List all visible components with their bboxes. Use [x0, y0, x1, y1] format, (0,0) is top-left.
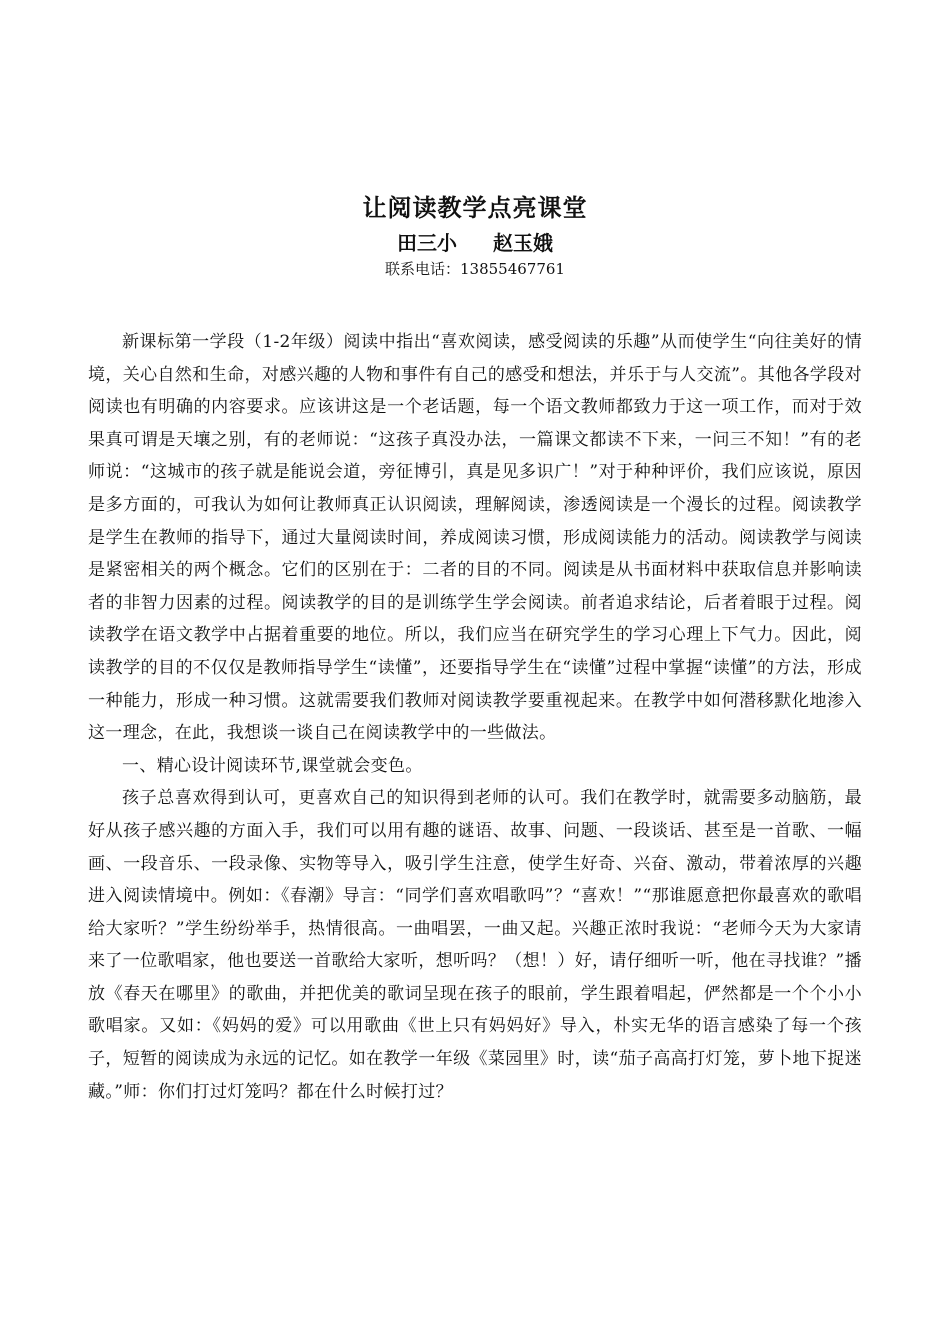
section-heading: 一、精心设计阅读环节,课堂就会变色。 — [122, 755, 423, 776]
author-line — [0, 228, 950, 258]
paragraph-section-one: 孩子总喜欢得到认可，更喜欢自己的知识得到老师的认可。我们在教学时，就需要多动脑筋，最好从孩子感兴趣的方面入手，我们可以用有趣的谜语、故事、问题、一段谈话、甚至是一首歌、一幅画、一段音乐、一段录像、实物等导入，吸引学生注意，使学生好奇、兴奋、激动，带着浓厚的兴趣进入阅读情境中。例如：《春潮》导言：“同学们喜欢唱歌吗”？“喜欢！”“那谁愿意把你最喜欢的歌唱给大家听？”学生纷纷举手，热情很高。一曲唱罢，一曲又起。兴趣正浓时我说：“老师今天为大家请来了一位歌唱家，他也要送一首歌给大家听，想听吗？（想！）好，请仔细听一听，他在寻找谁？”播放《春天在哪里》的歌曲，并把优美的歌词呈现在孩子的眼前，学生跟着唱起，俨然都是一个个小小歌唱家。又如：《妈妈的爱》可以用歌曲《世上只有妈妈好》导入，朴实无华的语言感染了每一个孩子，短暂的阅读成为永远的记忆。如在教学一年级《菜园里》时，读“茄子高高打灯笼，萝卜地下捉迷藏。”师：你们打过灯笼吗？都在什么时候打过？ — [88, 788, 862, 1102]
paragraph-intro: 新课标第一学段（1-2年级）阅读中指出“喜欢阅读，感受阅读的乐趣”从而使学生“向往美好的情境，关心自然和生命，对感兴趣的人物和事件有自己的感受和想法，并乐于与人交流”。其他各学段对阅读也有明确的内容要求。应该讲这是一个老话题，每一个语文教师都致力于这一项工作，而对于效果真可谓是天壤之别，有的老师说：“这孩子真没办法，一篇课文都读不下来，一问三不知！”有的老师说：“这城市的孩子就是能说会道，旁征博引，真是见多识广！”对于种种评价，我们应该说，原因是多方面的，可我认为如何让教师真正认识阅读，理解阅读，渗透阅读是一个漫长的过程。阅读教学是学生在教师的指导下，通过大量阅读时间，养成阅读习惯，形成阅读能力的活动。阅读教学与阅读是紧密相关的两个概念。它们的区别在于：二者的目的不同。阅读是从书面材料中获取信息并影响读者的非智力因素的过程。阅读教学的目的是训练学生学会阅读。前者追求结论，后者着眼于过程。阅读教学在语文教学中占据着重要的地位。所以，我们应当在研究学生的学习心理上下气力。因此，阅读教学的目的不仅仅是教师指导学生“读懂”，还要指导学生在“读懂”过程中掌握“读懂”的方法，形成一种能力，形成一种习惯。这就需要我们教师对阅读教学要重视起来。在教学中如何潜移默化地渗入这一理念，在此，我想谈一谈自己在阅读教学中的一些做法。 — [88, 332, 862, 744]
document-title: 让阅读教学点亮课堂 — [362, 194, 588, 222]
document-header — [0, 188, 950, 280]
document-body — [88, 326, 862, 1108]
author-name: 赵玉娥 — [493, 231, 553, 255]
contact-phone: 联系电话：13855467761 — [385, 260, 565, 278]
school-name: 田三小 — [397, 231, 457, 255]
